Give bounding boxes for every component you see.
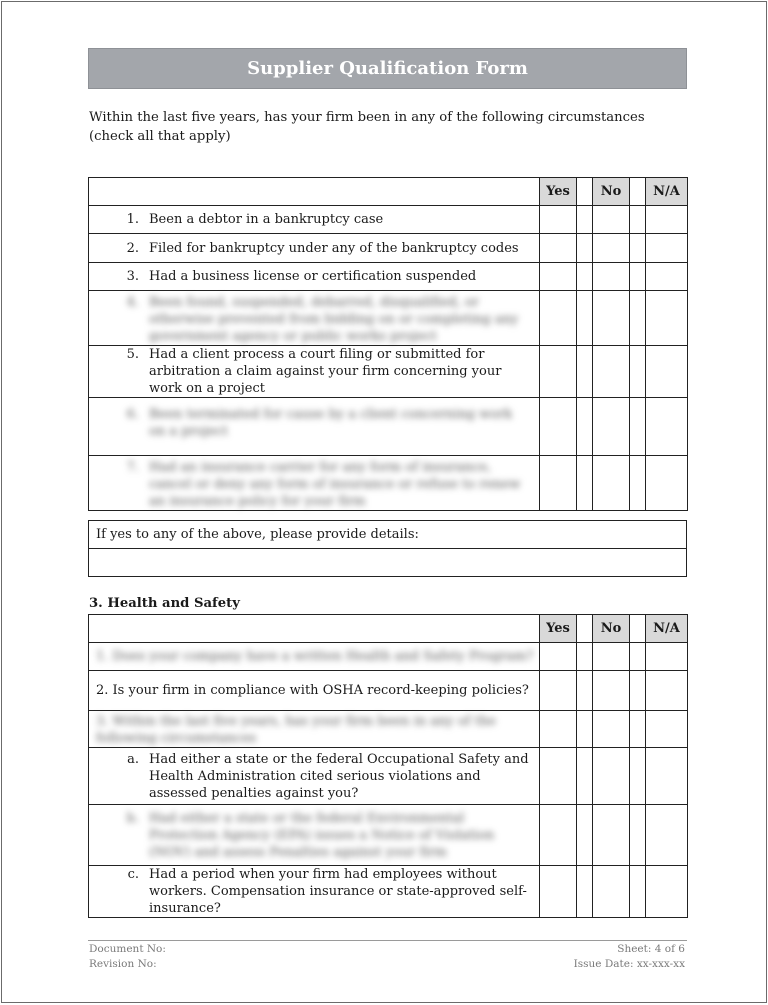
table-row <box>89 711 688 748</box>
no-checkbox[interactable] <box>593 346 630 398</box>
no-checkbox[interactable] <box>593 643 630 671</box>
form-title: Supplier Qualification Form <box>88 48 687 89</box>
na-checkbox[interactable] <box>646 456 688 511</box>
na-checkbox[interactable] <box>646 206 688 234</box>
table-row: 3. Had a business license or certification suspended <box>89 263 688 291</box>
details-table <box>88 520 687 577</box>
question-text: Had a business license or certification suspended <box>149 269 477 284</box>
no-checkbox[interactable] <box>593 398 630 456</box>
no-checkbox[interactable] <box>593 263 630 291</box>
table-row: 4. Been found, suspended, debarred, disqualified, or otherwise prevented from bidding on or completing any government agency or public works project <box>89 291 688 346</box>
yes-column-header: Yes <box>540 178 577 206</box>
table-row <box>89 671 688 711</box>
na-column-header: N/A <box>646 178 688 206</box>
yes-checkbox[interactable] <box>540 805 577 866</box>
yes-checkbox[interactable] <box>540 263 577 291</box>
question-text-blurred: Been found, suspended, debarred, disqualified, or otherwise prevented from bidding on or completing any government agency or public works project <box>149 295 519 344</box>
na-checkbox[interactable] <box>646 866 688 918</box>
question-text: Had a client process a court filing or submitted for arbitration a claim against your firm concerning your work on a project <box>149 347 502 396</box>
question-text-blurred: 1. Does your company have a written Health and Safety Program? <box>96 649 534 664</box>
na-checkbox[interactable] <box>646 346 688 398</box>
table-row: b. Had either a state or the federal Environmental Protection Agency (EPA) issues a Notice of Violation (NOV) and assess Penalties against your firm <box>89 805 688 866</box>
yes-checkbox[interactable] <box>540 711 577 748</box>
no-checkbox[interactable] <box>593 748 630 805</box>
no-checkbox[interactable] <box>593 805 630 866</box>
na-checkbox[interactable] <box>646 234 688 263</box>
na-checkbox[interactable] <box>646 291 688 346</box>
sheet-number: Sheet: 4 of 6 <box>617 943 685 955</box>
issue-date: Issue Date: xx-xxx-xx <box>573 958 685 970</box>
na-checkbox[interactable] <box>646 263 688 291</box>
question-text-blurred: Been terminated for cause by a client concerning work on a project <box>149 407 513 439</box>
table-row: a. Had either a state or the federal Occupational Safety and Health Administration cited serious violations and assessed penalties against you? <box>89 748 688 805</box>
question-text: 2. Is your firm in compliance with OSHA record-keeping policies? <box>96 683 529 698</box>
yes-checkbox[interactable] <box>540 866 577 918</box>
table-row: 7. Had an insurance carrier for any form of insurance, cancel or deny any form of insurance or refuse to renew an insurance policy for your firm <box>89 456 688 511</box>
section-heading: 3. Health and Safety <box>89 596 240 611</box>
na-checkbox[interactable] <box>646 671 688 711</box>
table-row: 6. Been terminated for cause by a client concerning work on a project <box>89 398 688 456</box>
na-checkbox[interactable] <box>646 711 688 748</box>
health-safety-table <box>88 614 688 918</box>
table-row: 5. Had a client process a court filing or submitted for arbitration a claim against your firm concerning your work on a project <box>89 346 688 398</box>
yes-checkbox[interactable] <box>540 291 577 346</box>
no-checkbox[interactable] <box>593 866 630 918</box>
question-text: Been a debtor in a bankruptcy case <box>149 212 384 227</box>
yes-checkbox[interactable] <box>540 671 577 711</box>
table-header-row <box>89 615 688 643</box>
yes-checkbox[interactable] <box>540 206 577 234</box>
table-row: c. Had a period when your firm had employees without workers. Compensation insurance or state-approved self-insurance? <box>89 866 688 918</box>
na-checkbox[interactable] <box>646 805 688 866</box>
yes-checkbox[interactable] <box>540 456 577 511</box>
yes-column-header: Yes <box>540 615 577 643</box>
no-checkbox[interactable] <box>593 234 630 263</box>
no-checkbox[interactable] <box>593 711 630 748</box>
table-row <box>89 643 688 671</box>
no-column-header: No <box>593 178 630 206</box>
table-header-row <box>89 178 688 206</box>
document-page <box>1 1 767 1003</box>
question-text: Had either a state or the federal Occupational Safety and Health Administration cited serious violations and assessed penalties against you? <box>149 751 529 801</box>
circumstances-table <box>88 177 688 511</box>
no-column-header: No <box>593 615 630 643</box>
na-column-header: N/A <box>646 615 688 643</box>
yes-checkbox[interactable] <box>540 234 577 263</box>
na-checkbox[interactable] <box>646 643 688 671</box>
revision-number-label: Revision No: <box>89 958 157 970</box>
na-checkbox[interactable] <box>646 748 688 805</box>
table-row: 2. Filed for bankruptcy under any of the bankruptcy codes <box>89 234 688 263</box>
footer-divider <box>88 940 687 941</box>
footer-right <box>574 942 685 972</box>
na-checkbox[interactable] <box>646 398 688 456</box>
yes-checkbox[interactable] <box>540 346 577 398</box>
yes-checkbox[interactable] <box>540 748 577 805</box>
details-label: If yes to any of the above, please provide details: <box>89 521 687 549</box>
question-text-blurred: Had an insurance carrier for any form of insurance, cancel or deny any form of insurance or refuse to renew an insurance policy for your firm <box>149 460 521 509</box>
yes-checkbox[interactable] <box>540 398 577 456</box>
yes-checkbox[interactable] <box>540 643 577 671</box>
details-input[interactable] <box>89 549 687 577</box>
question-text: Filed for bankruptcy under any of the bankruptcy codes <box>149 240 519 256</box>
no-checkbox[interactable] <box>593 671 630 711</box>
question-text: Had a period when your firm had employees without workers. Compensation insurance or state-approved self-insurance? <box>149 867 527 916</box>
question-text-blurred: Had either a state or the federal Environmental Protection Agency (EPA) issues a Notice of Violation (NOV) and assess Penalties against your firm <box>149 810 495 860</box>
table-row: 1. Been a debtor in a bankruptcy case <box>89 206 688 234</box>
document-number-label: Document No: <box>89 943 166 955</box>
question-text-blurred: 3. Within the last five years, has your firm been in any of the following circumstances <box>96 714 496 746</box>
intro-text: Within the last five years, has your firm been in any of the following circumstances (check all that apply) <box>89 110 645 144</box>
no-checkbox[interactable] <box>593 206 630 234</box>
no-checkbox[interactable] <box>593 456 630 511</box>
footer-left <box>89 942 166 972</box>
no-checkbox[interactable] <box>593 291 630 346</box>
